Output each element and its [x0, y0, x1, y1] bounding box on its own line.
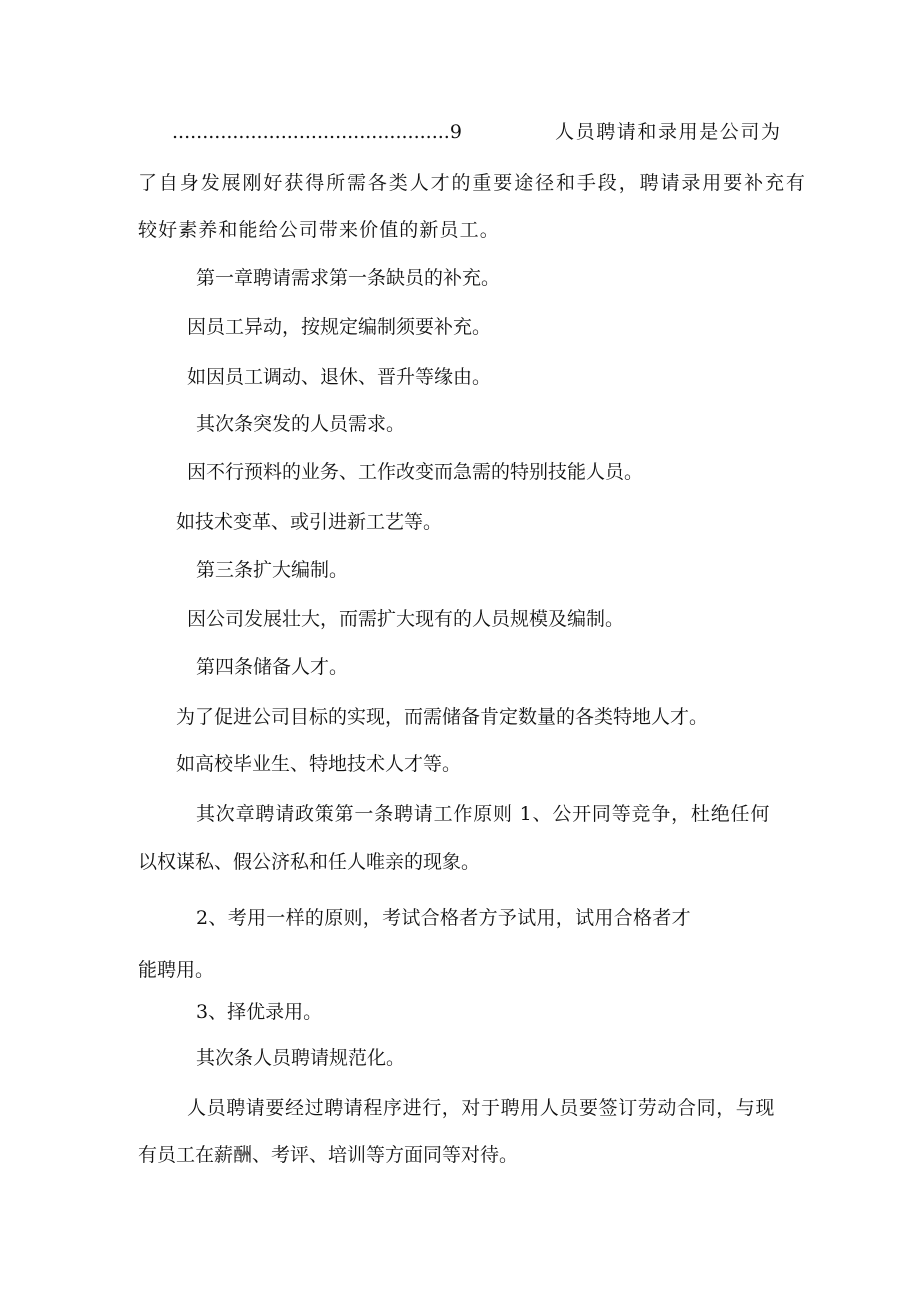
text-line: 人员聘请和录用是公司为 [555, 121, 782, 143]
article-heading-line: 第四条储备人才。 [196, 656, 349, 678]
text-line: 3、择优录用。 [196, 1001, 323, 1023]
article-heading-line: 第三条扩大编制。 [196, 559, 349, 581]
text-line: 了自身发展刚好获得所需各类人才的重要途径和手段，聘请录用要补充有 [138, 172, 807, 194]
text-line: 如因员工调动、退休、晋升等缘由。 [187, 366, 492, 388]
chapter-heading-line: 第一章聘请需求第一条缺员的补充。 [196, 267, 501, 289]
chapter-heading-line: 其次章聘请政策第一条聘请工作原则 1、公开同等竞争，杜绝任何 [196, 803, 771, 825]
toc-leader-line: ..............................................9 [172, 121, 462, 143]
text-line: 如高校毕业生、特地技术人才等。 [176, 753, 462, 775]
text-line: 2、考用一样的原则，考试合格者方予试用，试用合格者才 [196, 907, 691, 929]
article-heading-line: 其次条人员聘请规范化。 [196, 1047, 406, 1069]
text-line: 因公司发展壮大，而需扩大现有的人员规模及编制。 [187, 608, 625, 630]
text-line: 能聘用。 [138, 959, 215, 981]
text-line: 以权谋私、假公济私和任人唯亲的现象。 [138, 851, 481, 873]
text-line: 如技术变革、或引进新工艺等。 [176, 511, 443, 533]
text-line: 较好素养和能给公司带来价值的新员工。 [138, 219, 500, 241]
text-line: 有员工在薪酬、考评、培训等方面同等对待。 [138, 1144, 519, 1166]
text-line: 人员聘请要经过聘请程序进行，对于聘用人员要签订劳动合同，与现 [187, 1097, 776, 1119]
text-line: 为了促进公司目标的实现，而需储备肯定数量的各类特地人才。 [176, 706, 709, 728]
article-heading-line: 其次条突发的人员需求。 [196, 413, 406, 435]
text-line: 因员工异动，按规定编制须要补充。 [187, 316, 492, 338]
text-line: 因不行预料的业务、工作改变而急需的特别技能人员。 [187, 461, 644, 483]
